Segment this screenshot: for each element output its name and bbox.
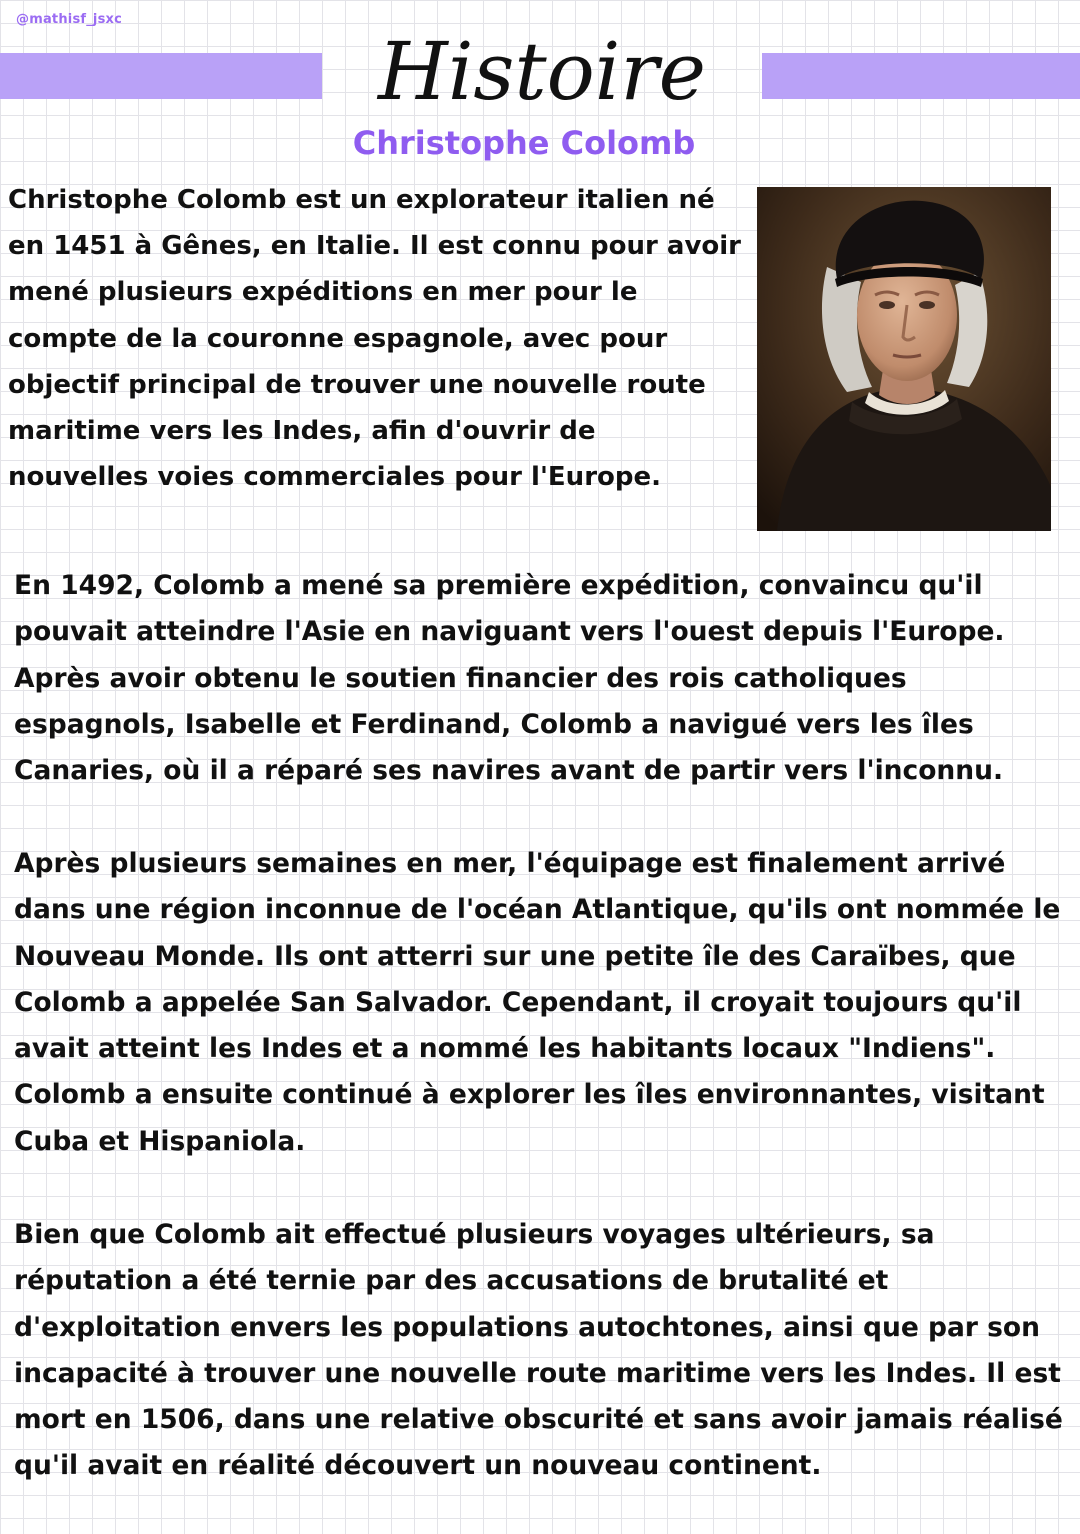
paragraph-intro: Christophe Colomb est un explorateur italien né en 1451 à Gênes, en Italie. Il est connu pour avoir mené plusieurs expéditions en mer pour le compte de la couronne espagnole, avec pour objectif principal de trouver une nouvelle route maritime vers les Indes, afin d'ouvrir de nouvelles voies commerciales pour l'Europe.	[8, 185, 741, 493]
header-band-left	[0, 53, 322, 99]
header-band-right	[762, 53, 1080, 99]
portrait-image	[757, 187, 1051, 531]
page-subtitle: Christophe Colomb	[352, 124, 696, 162]
paragraph-new-world: Après plusieurs semaines en mer, l'équipage est finalement arrivé dans une région inconnue de l'océan Atlantique, qu'ils ont nommée le Nouveau Monde. Ils ont atterri sur une petite île des Caraïbes, que Colomb a appelée San Salvador. Cependant, il croyait toujours qu'il avait atteint les Indes et a nommé les habitants locaux "Indiens". Colomb a ensuite continué à explorer les îles environnantes, visitant Cuba et Hispaniola.	[14, 848, 1061, 1157]
author-handle: @mathisf_jsxc	[16, 12, 123, 27]
paragraph-first-expedition: En 1492, Colomb a mené sa première expédition, convaincu qu'il pouvait atteindre l'Asie en naviguant vers l'ouest depuis l'Europe. Après avoir obtenu le soutien financier des rois catholiques espagnols, Isabelle et Ferdinand, Colomb a navigué vers les îles Canaries, où il a réparé ses navires avant de partir vers l'inconnu.	[14, 570, 1005, 787]
page-title: Histoire	[378, 25, 706, 118]
paragraph-legacy: Bien que Colomb ait effectué plusieurs voyages ultérieurs, sa réputation a été ternie par des accusations de brutalité et d'exploitation envers les populations autochtones, ainsi que par son incapacité à trouver une nouvelle route maritime vers les Indes. Il est mort en 1506, dans une relative obscurité et sans avoir jamais réalisé qu'il avait en réalité découvert un nouveau continent.	[14, 1219, 1063, 1482]
